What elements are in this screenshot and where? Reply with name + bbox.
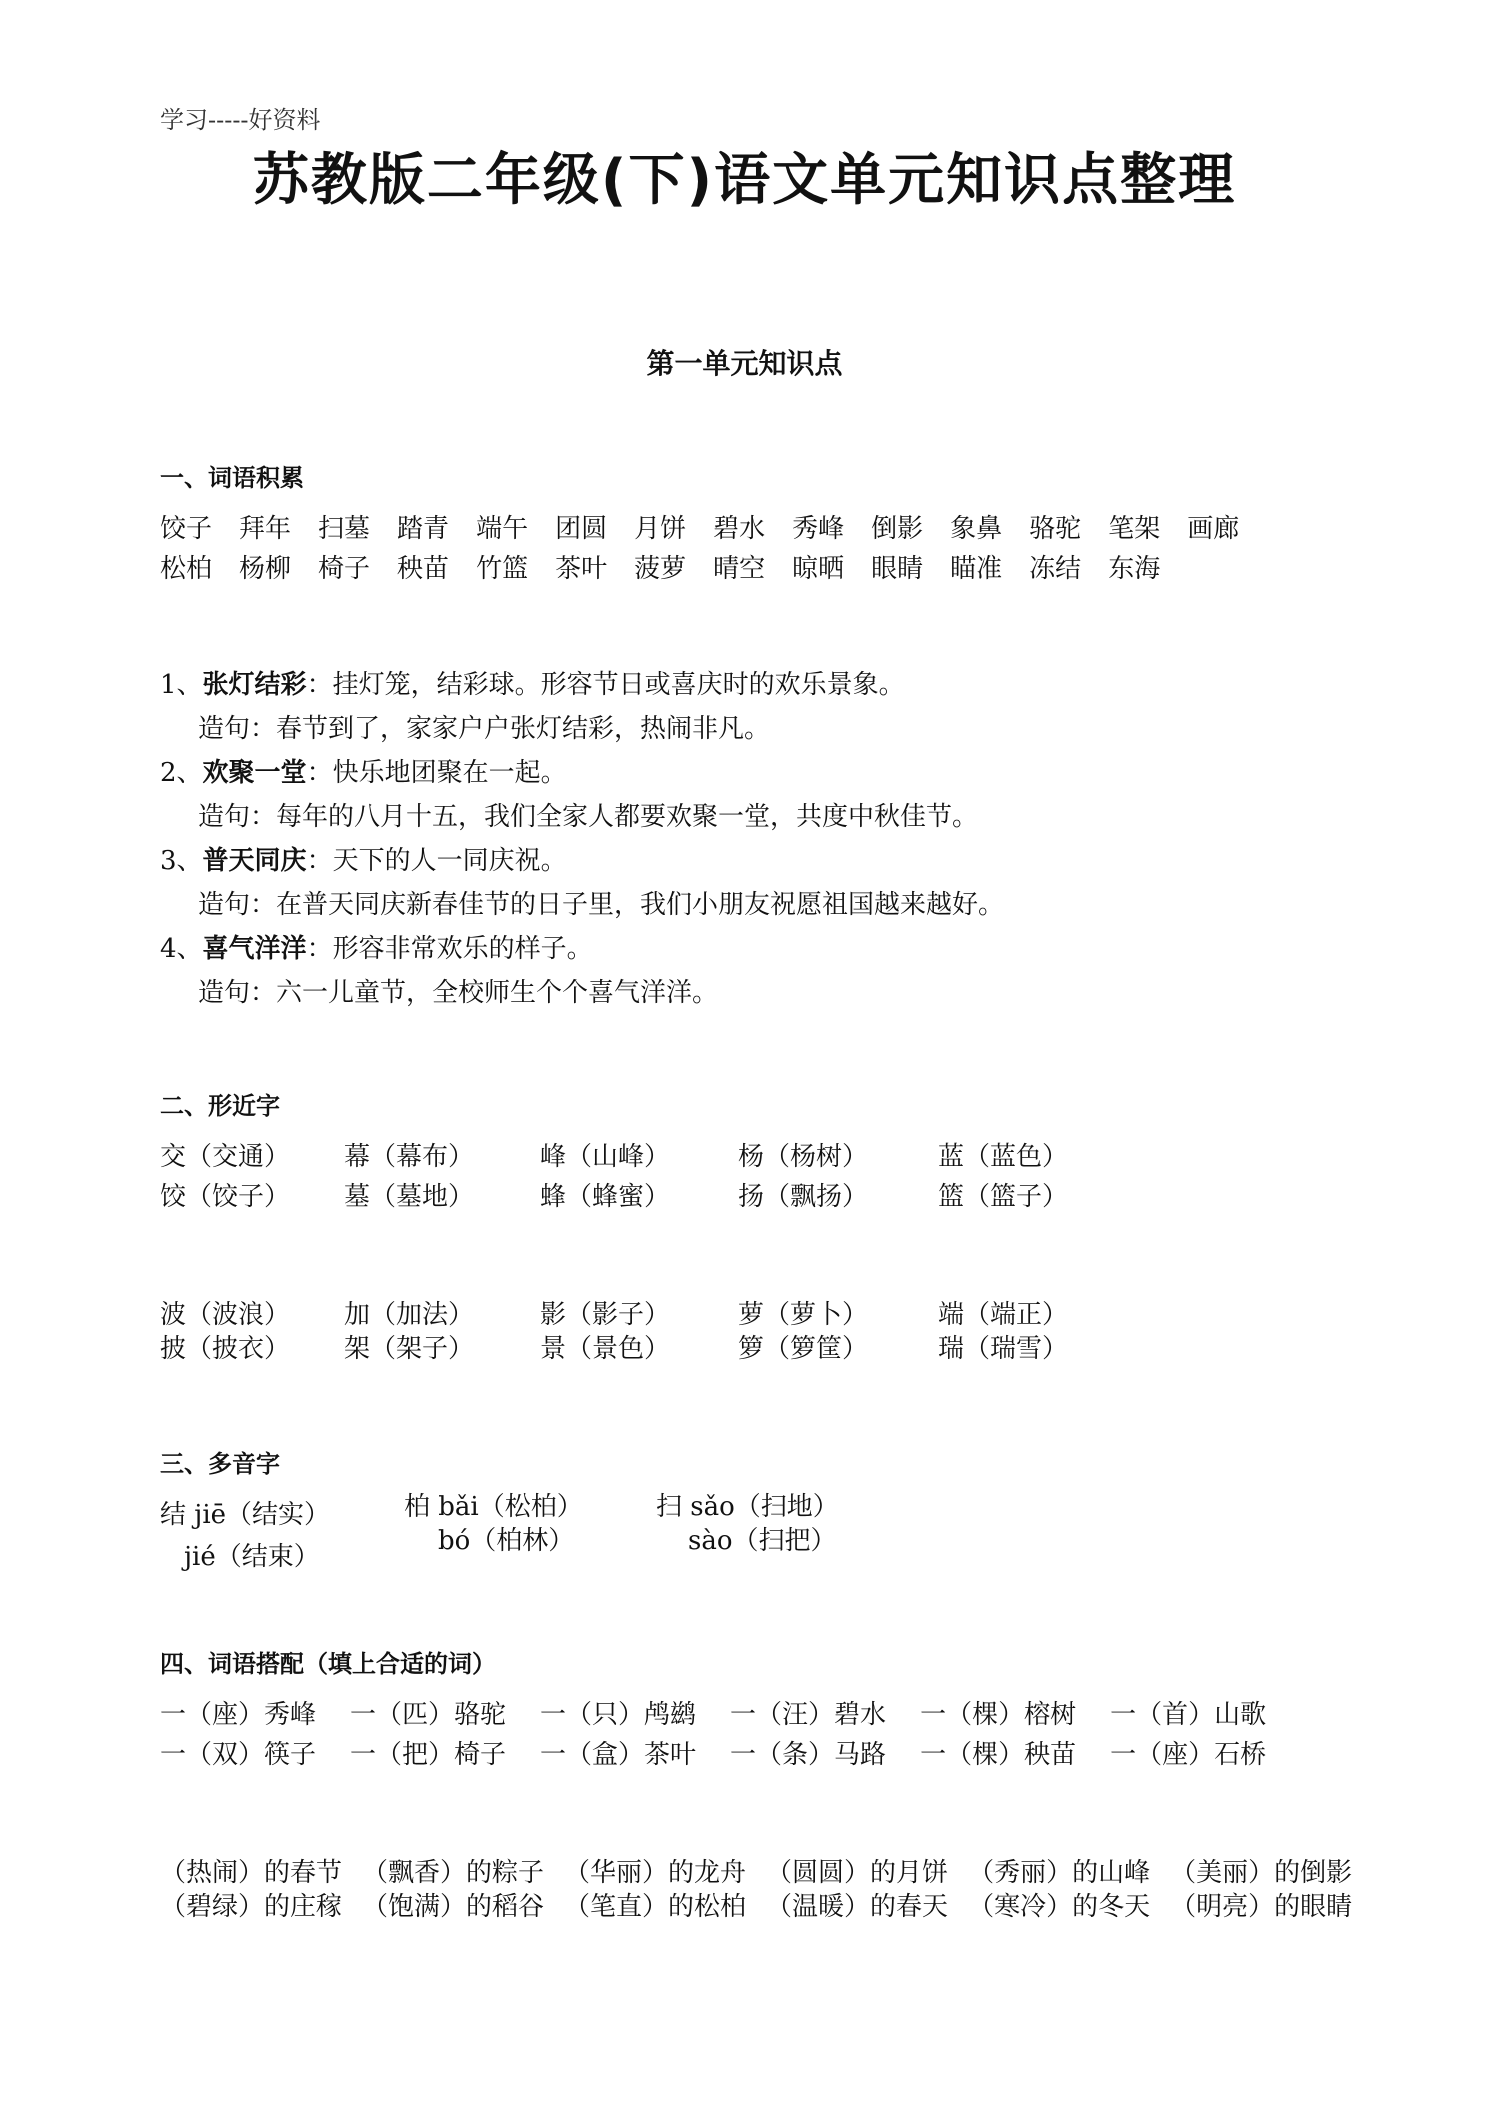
similar-char: 扬（飘扬） (738, 1182, 869, 1212)
similar-char: 披（披衣） (160, 1334, 291, 1364)
idiom-4 (160, 928, 593, 965)
polyphone-reading: bó（柏林） (438, 1526, 575, 1556)
similar-char: 架（架子） (344, 1334, 475, 1364)
similar-char: 饺（饺子） (160, 1182, 291, 1212)
idiom-term: 张灯结彩 (202, 670, 307, 700)
collocation-item: 一（首）山歌 (1110, 1700, 1267, 1730)
collocation-item: （华丽）的龙舟 (564, 1858, 747, 1888)
collocation-item: 一（座）石桥 (1110, 1740, 1267, 1770)
collocation-item: 一（把）椅子 (350, 1740, 507, 1770)
collocation-row-3 (160, 1852, 1372, 1889)
collocation-row-4 (160, 1886, 1372, 1923)
similar-char: 景（景色） (540, 1334, 671, 1364)
header-note: 学习-----好资料 (160, 106, 321, 134)
collocation-row-2 (160, 1734, 1300, 1771)
collocation-item: 一（棵）榕树 (920, 1700, 1077, 1730)
similar-char: 蓝（蓝色） (938, 1142, 1069, 1172)
vocab-word: 秀峰 (792, 514, 845, 544)
collocation-item: （圆圆）的月饼 (766, 1858, 949, 1888)
similar-char: 萝（萝卜） (738, 1300, 869, 1330)
similar-char: 瑞（瑞雪） (938, 1334, 1069, 1364)
similar-char: 蜂（蜂蜜） (540, 1182, 671, 1212)
vocab-word: 端午 (476, 514, 529, 544)
idiom-1 (160, 664, 905, 701)
idiom-number: 1、 (160, 670, 203, 700)
collocation-item: 一（座）秀峰 (160, 1700, 317, 1730)
idiom-term: 喜气洋洋 (202, 934, 307, 964)
collocation-item: （美丽）的倒影 (1170, 1858, 1353, 1888)
idiom-definition: ：快乐地团聚在一起。 (306, 758, 567, 788)
vocab-word: 象鼻 (950, 514, 1003, 544)
similar-char: 端（端正） (938, 1300, 1069, 1330)
vocab-word: 倒影 (871, 514, 924, 544)
vocab-word: 晴空 (713, 554, 766, 584)
vocab-word: 月饼 (634, 514, 687, 544)
section-heading-collocation: 四、词语搭配（填上合适的词） (160, 1650, 496, 1678)
collocation-item: （秀丽）的山峰 (968, 1858, 1151, 1888)
idiom-3-example: 造句：在普天同庆新春佳节的日子里，我们小朋友祝愿祖国越来越好。 (198, 890, 1005, 920)
vocab-row-1 (160, 508, 1266, 545)
vocab-word: 瞄准 (950, 554, 1003, 584)
similar-char: 影（影子） (540, 1300, 671, 1330)
section-heading-similar: 二、形近字 (160, 1092, 280, 1120)
idiom-2-example: 造句：每年的八月十五，我们全家人都要欢聚一堂，共度中秋佳节。 (198, 802, 979, 832)
vocab-word: 骆驼 (1029, 514, 1082, 544)
similar-char: 篮（篮子） (938, 1182, 1069, 1212)
section-heading-vocab: 一、词语积累 (160, 464, 304, 492)
vocab-word: 秧苗 (397, 554, 450, 584)
idiom-2 (160, 752, 567, 789)
collocation-item: （飘香）的粽子 (362, 1858, 545, 1888)
polyphone-reading: 结 jiē（结实） (160, 1500, 331, 1530)
similar-char: 杨（杨树） (738, 1142, 869, 1172)
vocab-word: 眼睛 (871, 554, 924, 584)
vocab-word: 踏青 (397, 514, 450, 544)
idiom-definition: ：形容非常欢乐的样子。 (306, 934, 593, 964)
idiom-number: 2、 (160, 758, 203, 788)
collocation-row-1 (160, 1694, 1300, 1731)
section-heading-polyphone: 三、多音字 (160, 1450, 280, 1478)
similar-char: 箩（箩筐） (738, 1334, 869, 1364)
collocation-item: （笔直）的松柏 (564, 1892, 747, 1922)
idiom-4-example: 造句：六一儿童节，全校师生个个喜气洋洋。 (198, 978, 719, 1008)
idiom-1-example: 造句：春节到了，家家户户张灯结彩，热闹非凡。 (198, 714, 771, 744)
vocab-word: 茶叶 (555, 554, 608, 584)
vocab-word: 饺子 (160, 514, 213, 544)
vocab-word: 画廊 (1187, 514, 1240, 544)
vocab-word: 笔架 (1108, 514, 1161, 544)
idiom-term: 欢聚一堂 (202, 758, 307, 788)
idiom-number: 3、 (160, 846, 203, 876)
collocation-item: 一（双）筷子 (160, 1740, 317, 1770)
collocation-item: （饱满）的稻谷 (362, 1892, 545, 1922)
polyphone-reading: 扫 sǎo（扫地） (656, 1492, 839, 1522)
collocation-item: （明亮）的眼睛 (1170, 1892, 1353, 1922)
similar-char: 波（波浪） (160, 1300, 291, 1330)
similar-char: 交（交通） (160, 1142, 291, 1172)
collocation-item: 一（条）马路 (730, 1740, 887, 1770)
idiom-definition: ：天下的人一同庆祝。 (306, 846, 567, 876)
vocab-word: 拜年 (239, 514, 292, 544)
collocation-item: 一（匹）骆驼 (350, 1700, 507, 1730)
document-title: 苏教版二年级(下)语文单元知识点整理 (252, 148, 1237, 213)
collocation-item: （热闹）的春节 (160, 1858, 343, 1888)
collocation-item: （碧绿）的庄稼 (160, 1892, 343, 1922)
idiom-3 (160, 840, 567, 877)
vocab-word: 晾晒 (792, 554, 845, 584)
collocation-item: （温暖）的春天 (766, 1892, 949, 1922)
vocab-word: 椅子 (318, 554, 371, 584)
collocation-item: 一（汪）碧水 (730, 1700, 887, 1730)
collocation-item: 一（棵）秧苗 (920, 1740, 1077, 1770)
idiom-term: 普天同庆 (202, 846, 307, 876)
vocab-word: 菠萝 (634, 554, 687, 584)
unit-title: 第一单元知识点 (646, 347, 843, 380)
similar-char: 幕（幕布） (344, 1142, 475, 1172)
vocab-word: 竹篮 (476, 554, 529, 584)
vocab-word: 东海 (1108, 554, 1161, 584)
similar-char: 峰（山峰） (540, 1142, 671, 1172)
vocab-row-2 (160, 548, 1187, 585)
idiom-definition: ：挂灯笼，结彩球。形容节日或喜庆时的欢乐景象。 (306, 670, 905, 700)
vocab-word: 杨柳 (239, 554, 292, 584)
similar-char: 加（加法） (344, 1300, 475, 1330)
polyphone-reading: sào（扫把） (688, 1526, 837, 1556)
collocation-item: 一（盒）茶叶 (540, 1740, 697, 1770)
polyphone-reading: 柏 bǎi（松柏） (404, 1492, 583, 1522)
vocab-word: 碧水 (713, 514, 766, 544)
collocation-item: （寒冷）的冬天 (968, 1892, 1151, 1922)
idiom-number: 4、 (160, 934, 203, 964)
similar-char: 墓（墓地） (344, 1182, 475, 1212)
vocab-word: 团圆 (555, 514, 608, 544)
vocab-word: 冻结 (1029, 554, 1082, 584)
collocation-item: 一（只）鸬鹚 (540, 1700, 697, 1730)
vocab-word: 扫墓 (318, 514, 371, 544)
vocab-word: 松柏 (160, 554, 213, 584)
polyphone-reading: jié（结束） (184, 1542, 320, 1572)
